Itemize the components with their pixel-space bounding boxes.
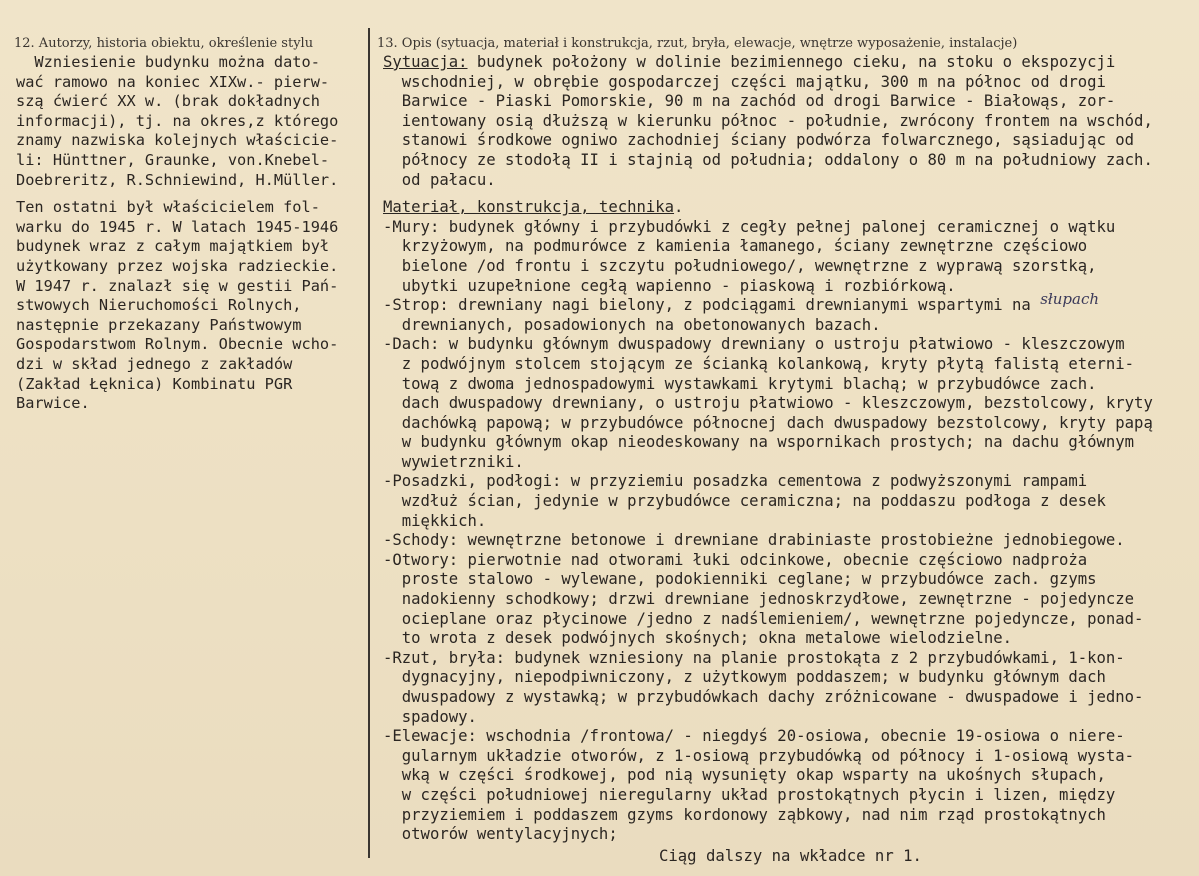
text-line: ientowany osią dłuższą w kierunku północ - południe, zwrócony frontem na wschód, [383, 111, 1153, 130]
text-line: to wrota z desek podwójnych skośnych; okna metalowe wielodzielne. [383, 629, 1013, 648]
text-line: północy ze stodołą II i stajnią od południa; oddalony o 80 m na południowy zach. [383, 150, 1153, 169]
text-line: budynek wraz z całym majątkiem był [16, 237, 330, 256]
text-line: szą ćwierć XX w. (brak dokładnych [16, 92, 320, 111]
text-line: bielone /od frontu i szczytu południowego/, wewnętrzne z wyprawą szorstką, [383, 256, 1097, 275]
text-line: z podwójnym stolcem stojącym ze ścianką kolankową, kryty płytą falistą eterni- [383, 354, 1135, 373]
text-line: -Dach: w budynku głównym dwuspadowy drewniany o ustroju płatwiowo - kleszczowym [383, 335, 1125, 354]
text-line: W 1947 r. znalazł się w gestii Pań- [16, 276, 339, 295]
text-line: wschodniej, w obrębie gospodarczej części majątku, 300 m na północ od drogi [383, 72, 1106, 91]
text-line: miękkich. [383, 511, 487, 530]
text-line: wywietrzniki. [383, 452, 524, 471]
description-column [383, 53, 1199, 845]
text-line: dygnacyjny, niepodpiwniczony, z użytkowym poddaszem; w budynku głównym dach [383, 668, 1106, 687]
text-line: ocieplane oraz płycinowe /jedno z nadślemieniem/, wewnętrzne pojedyncze, ponad- [383, 609, 1144, 628]
text-line: w budynku głównym okap nieodeskowany na wspornikach prostych; na dachu głównym [383, 433, 1135, 452]
text-line: -Rzut, bryła: budynek wzniesiony na planie prostokąta z 2 przybudówkami, 1-kon- [383, 648, 1125, 667]
text-line: w części południowej nieregularny układ prostokątnych płycin i lizen, między [383, 785, 1116, 804]
text-line: dzi w skład jednego z zakładów [16, 354, 293, 373]
text-line: tową z dwoma jednospadowymi wystawkami krytymi blachą; w przybudówce zach. [383, 374, 1097, 393]
text-line: użytkowany przez wojska radzieckie. [16, 256, 339, 275]
text-line: ubytki uzupełnione cegłą wapienno - piaskową i rozbiórkową. [383, 276, 956, 295]
text-line: Gospodarstwom Rolnym. Obecnie wcho- [16, 335, 339, 354]
handwritten-correction: słupach [1040, 290, 1100, 309]
text-line: następnie przekazany Państwowym [16, 315, 302, 334]
right-section-header: 13. Opis (sytuacja, materiał i konstrukcja, rzut, bryła, elewacje, wnętrze wyposażenie, instalacje) [377, 36, 1018, 51]
text-line: Materiał, konstrukcja, technika. [383, 198, 684, 217]
text-line: przyziemiem i poddaszem gzyms kordonowy ząbkowy, nad nim rząd prostokątnych [383, 805, 1106, 824]
text-line: spadowy. [383, 707, 477, 726]
text-line: stanowi środkowe ogniwo zachodniej ściany podwórza folwarcznego, sąsiadując od [383, 131, 1135, 150]
text-line: informacji), tj. na okres,z którego [16, 111, 339, 130]
text-line: -Otwory: pierwotnie nad otworami łuki odcinkowe, obecnie częściowo nadproża [383, 550, 1088, 569]
text-line: warku do 1945 r. W latach 1945-1946 [16, 217, 339, 236]
column-divider [368, 28, 370, 858]
text-line: -Posadzki, podłogi: w przyziemiu posadzka cementowa z podwyższonymi rampami [383, 472, 1088, 491]
text-line: od pałacu. [383, 170, 496, 189]
text-line: otworów wentylacyjnych; [383, 825, 618, 844]
text-line: proste stalowo - wylewane, podokienniki ceglane; w przybudówce zach. gzyms [383, 570, 1097, 589]
text-line: dachówką papową; w przybudówce północnej dach dwuspadowy bezstolcowy, kryty papą [383, 413, 1153, 432]
text-line: -Schody: wewnętrzne betonowe i drewniane drabiniaste prostobieżne jednobiegowe. [383, 531, 1125, 550]
strop-line-text: -Strop: drewniany nagi bielony, z podciągami drewnianymi wspartymi na [383, 296, 1041, 315]
continuation-note: Ciąg dalszy na wkładce nr 1. [659, 847, 922, 865]
text-line: dwuspadowy z wystawką; w przybudówkach dachy zróżnicowane - dwuspadowe i jedno- [383, 688, 1144, 706]
text-line: (Zakład Łęknica) Kombinatu PGR [16, 374, 293, 393]
text-line: Barwice - Piaski Pomorskie, 90 m na zachód od drogi Barwice - Białowąs, zor- [383, 92, 1116, 111]
text-line: wzdłuż ścian, jedynie w przybudówce ceramiczna; na poddaszu podłoga z desek [383, 492, 1106, 511]
text-line [383, 290, 1199, 316]
text-line: dach dwuspadowy drewniany, o ustroju płatwiowo - kleszczowym, bezstolcowy, kryty [383, 394, 1153, 413]
left-section-header: 12. Autorzy, historia obiektu, określenie stylu [14, 36, 314, 51]
text-line: li: Hünttner, Graunke, von.Knebel- [16, 150, 330, 169]
text-line: Wzniesienie budynku można dato- [16, 53, 320, 71]
text-line: wką w części środkowej, pod nią wysunięty okap wsparty na ukośnych słupach, [383, 766, 1106, 785]
text-line: Ten ostatni był właścicielem fol- [16, 198, 320, 217]
text-line: -Mury: budynek główny i przybudówki z cegły pełnej palonej ceramicznej o wątku [383, 217, 1116, 236]
history-column [16, 53, 368, 414]
text-line: Sytuacja: budynek położony w dolinie bezimiennego cieku, na stoku o ekspozycji [383, 53, 1116, 71]
text-line: gularnym układzie otworów, z 1-osiową przybudówką od północy i 1-osiową wysta- [383, 746, 1135, 765]
text-line: stwowych Nieruchomości Rolnych, [16, 296, 302, 315]
text-line: drewnianych, posadowionych na obetonowanych bazach. [383, 315, 881, 334]
text-line: Barwice. [16, 394, 90, 413]
text-line: Doebreritz, R.Schniewind, H.Müller. [16, 170, 339, 189]
text-line: nadokienny schodkowy; drzwi drewniane jednoskrzydłowe, zewnętrzne - pojedyncze [383, 590, 1135, 609]
text-line: znamy nazwiska kolejnych właścicie- [16, 131, 339, 150]
text-line: -Elewacje: wschodnia /frontowa/ - niegdyś 20-osiowa, obecnie 19-osiowa o niere- [383, 727, 1125, 746]
text-line: wać ramowo na koniec XIXw.- pierw- [16, 72, 330, 91]
text-line: krzyżowym, na podmurówce z kamienia łamanego, ściany zewnętrzne częściowo [383, 237, 1088, 256]
